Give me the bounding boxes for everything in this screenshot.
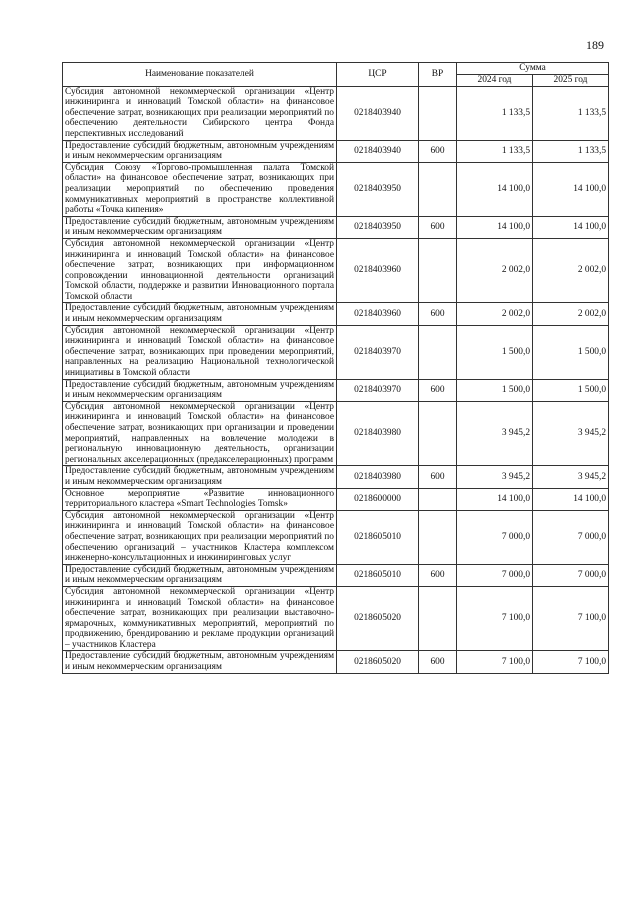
cell-name: Предоставление субсидий бюджетным, автономным учреждениям и иным некоммерческим организациям: [63, 651, 337, 673]
cell-vr: 600: [419, 564, 457, 586]
table-row: [63, 162, 609, 216]
cell-y2025: 1 500,0: [533, 379, 609, 401]
cell-y2025: 1 500,0: [533, 325, 609, 379]
cell-y2025: 7 000,0: [533, 510, 609, 564]
cell-csr: 0218600000: [337, 488, 419, 510]
cell-csr: 0218605010: [337, 510, 419, 564]
cell-y2025: 14 100,0: [533, 162, 609, 216]
cell-y2024: 7 100,0: [457, 651, 533, 673]
cell-csr: 0218605020: [337, 586, 419, 651]
table-row: [63, 379, 609, 401]
cell-y2024: 7 000,0: [457, 510, 533, 564]
header-name: Наименование показателей: [63, 63, 337, 87]
cell-y2024: 1 133,5: [457, 140, 533, 162]
cell-name: Субсидия автономной некоммерческой организации «Центр инжиниринга и инноваций Томской области» на финансовое обеспечение затрат, возникающих при проведении мероприятий, направленных на реализацию Национальной технологической инициативы в Томской области: [63, 325, 337, 379]
cell-csr: 0218403960: [337, 303, 419, 325]
cell-name: Предоставление субсидий бюджетным, автономным учреждениям и иным некоммерческим организациям: [63, 466, 337, 488]
cell-vr: [419, 162, 457, 216]
cell-vr: [419, 238, 457, 303]
table-row: [63, 586, 609, 651]
cell-name: Субсидия автономной некоммерческой организации «Центр инжиниринга и инноваций Томской области» на финансовое обеспечение затрат, возникающих при информационном сопровождении инновационной деятельности организаций Томской области, поддержке и развитии Инновационного портала Томской области: [63, 238, 337, 303]
cell-y2025: 14 100,0: [533, 216, 609, 238]
table-row: [63, 651, 609, 673]
table-header: [63, 63, 609, 87]
cell-y2024: 1 133,5: [457, 86, 533, 140]
cell-csr: 0218403960: [337, 238, 419, 303]
cell-name: Предоставление субсидий бюджетным, автономным учреждениям и иным некоммерческим организациям: [63, 564, 337, 586]
cell-name: Субсидия автономной некоммерческой организации «Центр инжиниринга и инноваций Томской области» на финансовое обеспечение затрат, возникающих при реализации выставочно-ярмарочных, коммуникативных мероприятий, мероприятий по продвижению, брендированию и рекламе продукции организаций – участников Кластера: [63, 586, 337, 651]
cell-name: Предоставление субсидий бюджетным, автономным учреждениям и иным некоммерческим организациям: [63, 216, 337, 238]
cell-name: Предоставление субсидий бюджетным, автономным учреждениям и иным некоммерческим организациям: [63, 303, 337, 325]
cell-vr: 600: [419, 303, 457, 325]
cell-y2024: 7 000,0: [457, 564, 533, 586]
cell-csr: 0218605020: [337, 651, 419, 673]
table-body: [63, 86, 609, 673]
cell-y2025: 14 100,0: [533, 488, 609, 510]
table-row: [63, 140, 609, 162]
table-row: [63, 564, 609, 586]
cell-name: Основное мероприятие «Развитие инновационного территориального кластера «Smart Technologies Tomsk»: [63, 488, 337, 510]
cell-vr: 600: [419, 651, 457, 673]
cell-y2024: 1 500,0: [457, 379, 533, 401]
cell-y2025: 2 002,0: [533, 238, 609, 303]
cell-y2024: 14 100,0: [457, 162, 533, 216]
cell-y2025: 7 100,0: [533, 586, 609, 651]
header-2024: 2024 год: [457, 75, 533, 87]
cell-csr: 0218605010: [337, 564, 419, 586]
table-row: [63, 401, 609, 466]
cell-y2024: 14 100,0: [457, 216, 533, 238]
cell-name: Предоставление субсидий бюджетным, автономным учреждениям и иным некоммерческим организациям: [63, 379, 337, 401]
header-csr: ЦСР: [337, 63, 419, 87]
cell-csr: 0218403940: [337, 86, 419, 140]
table-row: [63, 325, 609, 379]
cell-y2025: 2 002,0: [533, 303, 609, 325]
cell-name: Субсидия автономной некоммерческой организации «Центр инжиниринга и инноваций Томской области» на финансовое обеспечение затрат, возникающих при организации и проведении мероприятий, направленных на вовлечение молодежи в региональную инновационную деятельность, организации региональных акселерационных (предакселерационных) программ: [63, 401, 337, 466]
cell-y2025: 1 133,5: [533, 86, 609, 140]
header-vr: ВР: [419, 63, 457, 87]
cell-vr: [419, 586, 457, 651]
table-row: [63, 510, 609, 564]
cell-vr: 600: [419, 140, 457, 162]
cell-y2024: 14 100,0: [457, 488, 533, 510]
cell-csr: 0218403970: [337, 325, 419, 379]
cell-vr: [419, 510, 457, 564]
cell-y2024: 1 500,0: [457, 325, 533, 379]
cell-y2025: 7 000,0: [533, 564, 609, 586]
cell-csr: 0218403950: [337, 162, 419, 216]
table-row: [63, 238, 609, 303]
cell-y2024: 2 002,0: [457, 303, 533, 325]
table-row: [63, 86, 609, 140]
header-sum: Сумма: [457, 63, 609, 75]
cell-vr: [419, 325, 457, 379]
cell-vr: [419, 488, 457, 510]
cell-csr: 0218403940: [337, 140, 419, 162]
cell-y2024: 7 100,0: [457, 586, 533, 651]
table-row: [63, 216, 609, 238]
cell-y2025: 7 100,0: [533, 651, 609, 673]
table-row: [63, 466, 609, 488]
cell-y2025: 1 133,5: [533, 140, 609, 162]
header-2025: 2025 год: [533, 75, 609, 87]
cell-csr: 0218403980: [337, 466, 419, 488]
cell-vr: [419, 401, 457, 466]
cell-y2024: 3 945,2: [457, 401, 533, 466]
cell-csr: 0218403970: [337, 379, 419, 401]
cell-csr: 0218403950: [337, 216, 419, 238]
table-row: [63, 303, 609, 325]
cell-name: Субсидия Союзу «Торгово-промышленная палата Томской области» на финансовое обеспечение затрат, возникающих при реализации мероприятий по обеспечению проведения коммуникативных мероприятий в пространстве коллективной работы «Точка кипения»: [63, 162, 337, 216]
table-row: [63, 488, 609, 510]
cell-csr: 0218403980: [337, 401, 419, 466]
cell-vr: [419, 86, 457, 140]
cell-y2025: 3 945,2: [533, 466, 609, 488]
cell-vr: 600: [419, 216, 457, 238]
cell-y2024: 3 945,2: [457, 466, 533, 488]
cell-vr: 600: [419, 379, 457, 401]
cell-name: Предоставление субсидий бюджетным, автономным учреждениям и иным некоммерческим организациям: [63, 140, 337, 162]
cell-name: Субсидия автономной некоммерческой организации «Центр инжиниринга и инноваций Томской области» на финансовое обеспечение затрат, возникающих при реализации мероприятий по обеспечению деятельности Сибирского центра Фонда перспективных исследований: [63, 86, 337, 140]
cell-vr: 600: [419, 466, 457, 488]
page-number: 189: [586, 38, 604, 52]
cell-name: Субсидия автономной некоммерческой организации «Центр инжиниринга и инноваций Томской области» на финансовое обеспечение затрат, возникающих при реализации мероприятий по обеспечению организаций – участников Кластера комплексом инженерно-консультационных и инжиниринговых услуг: [63, 510, 337, 564]
cell-y2025: 3 945,2: [533, 401, 609, 466]
budget-table: [62, 62, 609, 674]
cell-y2024: 2 002,0: [457, 238, 533, 303]
